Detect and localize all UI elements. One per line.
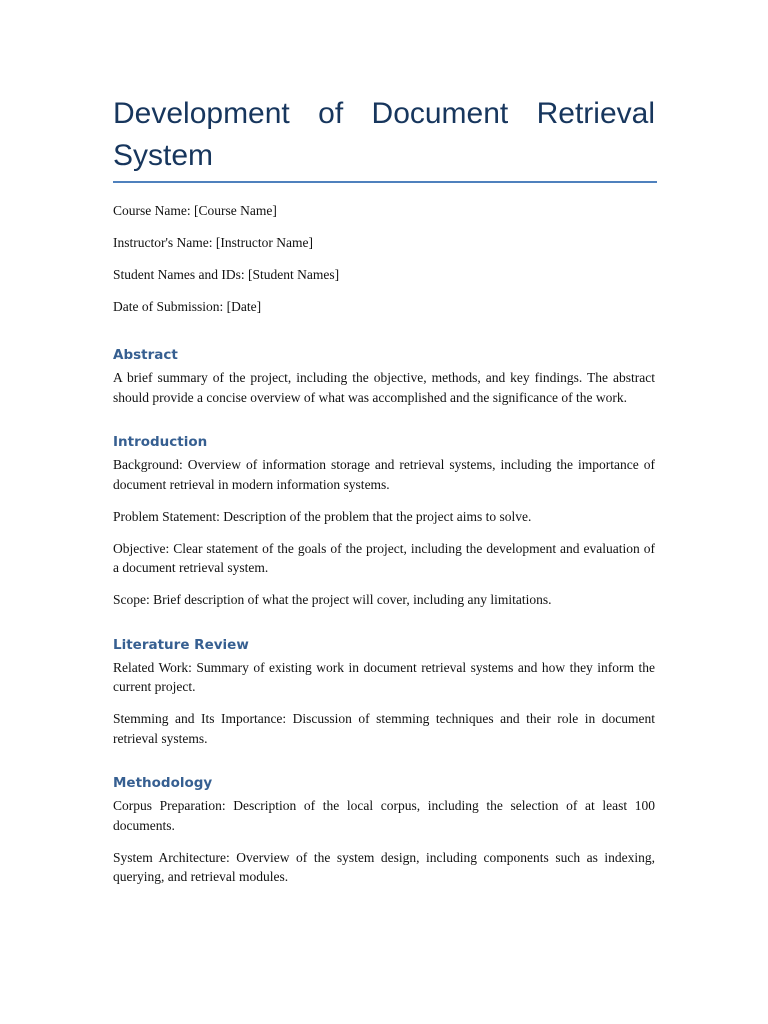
- section-heading-introduction: Introduction: [113, 434, 208, 450]
- student-names-line: Student Names and IDs: [Student Names]: [113, 267, 340, 282]
- course-name-line: Course Name: [Course Name]: [113, 203, 277, 218]
- section-abstract: [113, 346, 655, 407]
- document-meta: [113, 201, 655, 316]
- section-introduction: [113, 433, 655, 610]
- related-work-paragraph: Related Work: Summary of existing work in document retrieval systems and how they inform the current project.: [113, 659, 655, 694]
- system-architecture-paragraph: System Architecture: Overview of the system design, including components such as indexing, querying, and retrieval modules.: [113, 849, 655, 884]
- corpus-preparation-paragraph: Corpus Preparation: Description of the local corpus, including the selection of at least 100 documents.: [113, 798, 655, 833]
- instructor-name-line: Instructor's Name: [Instructor Name]: [113, 235, 313, 250]
- section-heading-literature-review: Literature Review: [113, 636, 249, 653]
- section-heading-methodology: Methodology: [113, 775, 213, 791]
- section-literature-review: [113, 636, 655, 749]
- background-paragraph: Background: Overview of information storage and retrieval systems, including the importance of document retrieval in modern information systems.: [113, 457, 655, 492]
- submission-date-line: Date of Submission: [Date]: [113, 299, 262, 314]
- section-heading-abstract: Abstract: [113, 347, 178, 363]
- abstract-paragraph: A brief summary of the project, including the objective, methods, and key findings. The abstract should provide a concise overview of what was accomplished and the significance of the work.: [113, 370, 655, 405]
- document-title: Development of Document Retrieval System: [113, 97, 655, 172]
- document-page: [113, 93, 655, 887]
- problem-statement-paragraph: Problem Statement: Description of the problem that the project aims to solve.: [113, 508, 532, 524]
- objective-paragraph: Objective: Clear statement of the goals of the project, including the development and evaluation of a document retrieval system.: [113, 540, 655, 575]
- section-methodology: [113, 774, 655, 887]
- scope-paragraph: Scope: Brief description of what the project will cover, including any limitations.: [113, 592, 552, 607]
- stemming-paragraph: Stemming and Its Importance: Discussion of stemming techniques and their role in document retrieval systems.: [113, 711, 655, 746]
- title-divider: [113, 181, 657, 183]
